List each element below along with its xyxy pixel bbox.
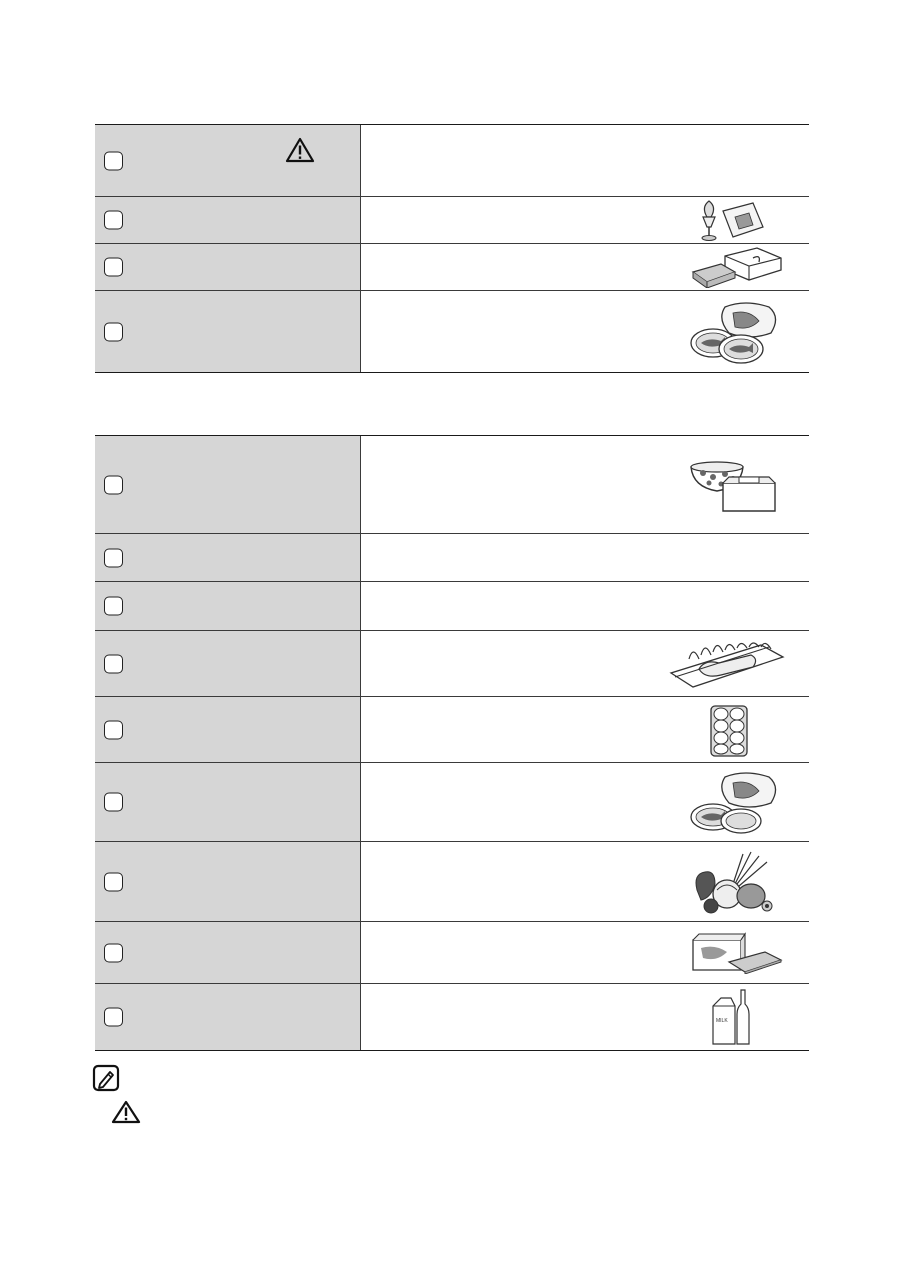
item-number-box xyxy=(104,548,123,567)
wrapped-meat-fish-icon xyxy=(689,299,781,365)
fridge-row-1-label-cell xyxy=(95,436,361,533)
item-number-box xyxy=(104,597,123,616)
freezer-row-4-label-cell xyxy=(95,291,361,372)
freezer-row-1 xyxy=(95,125,809,197)
item-number-box xyxy=(104,654,123,673)
freezer-row-1-label-cell xyxy=(95,125,361,196)
fridge-table xyxy=(95,435,809,1051)
fridge-row-2 xyxy=(95,534,809,582)
fridge-row-4-label-cell xyxy=(95,631,361,696)
fridge-row-9-label-cell xyxy=(95,984,361,1050)
fridge-row-5-label-cell xyxy=(95,697,361,762)
item-number-box xyxy=(104,720,123,739)
fridge-row-7-content-cell xyxy=(361,842,809,921)
fridge-row-6-label-cell xyxy=(95,763,361,841)
fridge-row-2-label-cell xyxy=(95,534,361,581)
freezer-table xyxy=(95,124,809,373)
fridge-row-4-content-cell xyxy=(361,631,809,696)
fridge-row-5 xyxy=(95,697,809,763)
fridge-row-1 xyxy=(95,436,809,534)
fridge-row-3-content-cell xyxy=(361,582,809,630)
vegetables-icon xyxy=(691,850,775,914)
freezer-row-3 xyxy=(95,244,809,291)
item-number-box xyxy=(104,475,123,494)
frozen-food-box-icon xyxy=(691,246,783,288)
item-number-box xyxy=(104,211,123,230)
fridge-row-9 xyxy=(95,984,809,1050)
item-number-box xyxy=(104,872,123,891)
fridge-row-6-content-cell xyxy=(361,763,809,841)
fridge-row-4 xyxy=(95,631,809,697)
fridge-row-7-label-cell xyxy=(95,842,361,921)
fridge-row-5-content-cell xyxy=(361,697,809,762)
freezer-row-2-content-cell xyxy=(361,197,809,243)
egg-tray-icon xyxy=(709,702,749,758)
fridge-row-2-content-cell xyxy=(361,534,809,581)
milk-bottle-icon xyxy=(711,988,751,1046)
fridge-row-7 xyxy=(95,842,809,922)
item-number-box xyxy=(104,943,123,962)
item-number-box xyxy=(104,322,123,341)
wine-rack-icon xyxy=(669,639,785,689)
item-number-box xyxy=(104,151,123,170)
storage-box-icon xyxy=(691,932,783,974)
freezer-row-4-content-cell xyxy=(361,291,809,372)
fridge-row-8-content-cell xyxy=(361,922,809,983)
note-pencil-icon xyxy=(92,1064,120,1092)
freezer-row-1-content-cell xyxy=(361,125,809,196)
item-number-box xyxy=(104,793,123,812)
wrapped-meat-fish-icon xyxy=(689,769,781,835)
fridge-row-8-label-cell xyxy=(95,922,361,983)
warning-triangle-icon xyxy=(111,1100,141,1124)
svg-text:MILK: MILK xyxy=(716,1018,728,1024)
ice-cream-icon xyxy=(693,197,779,243)
fridge-row-3-label-cell xyxy=(95,582,361,630)
fridge-row-1-content-cell xyxy=(361,436,809,533)
warning-triangle-icon xyxy=(285,137,315,163)
fridge-row-3 xyxy=(95,582,809,631)
freezer-row-2-label-cell xyxy=(95,197,361,243)
item-number-box xyxy=(104,258,123,277)
freezer-row-2 xyxy=(95,197,809,244)
fridge-row-8 xyxy=(95,922,809,984)
freezer-row-3-content-cell xyxy=(361,244,809,290)
freezer-row-4 xyxy=(95,291,809,372)
food-containers-icon xyxy=(689,457,779,513)
fridge-row-6 xyxy=(95,763,809,842)
item-number-box xyxy=(104,1008,123,1027)
freezer-row-3-label-cell xyxy=(95,244,361,290)
fridge-row-9-content-cell xyxy=(361,984,809,1050)
